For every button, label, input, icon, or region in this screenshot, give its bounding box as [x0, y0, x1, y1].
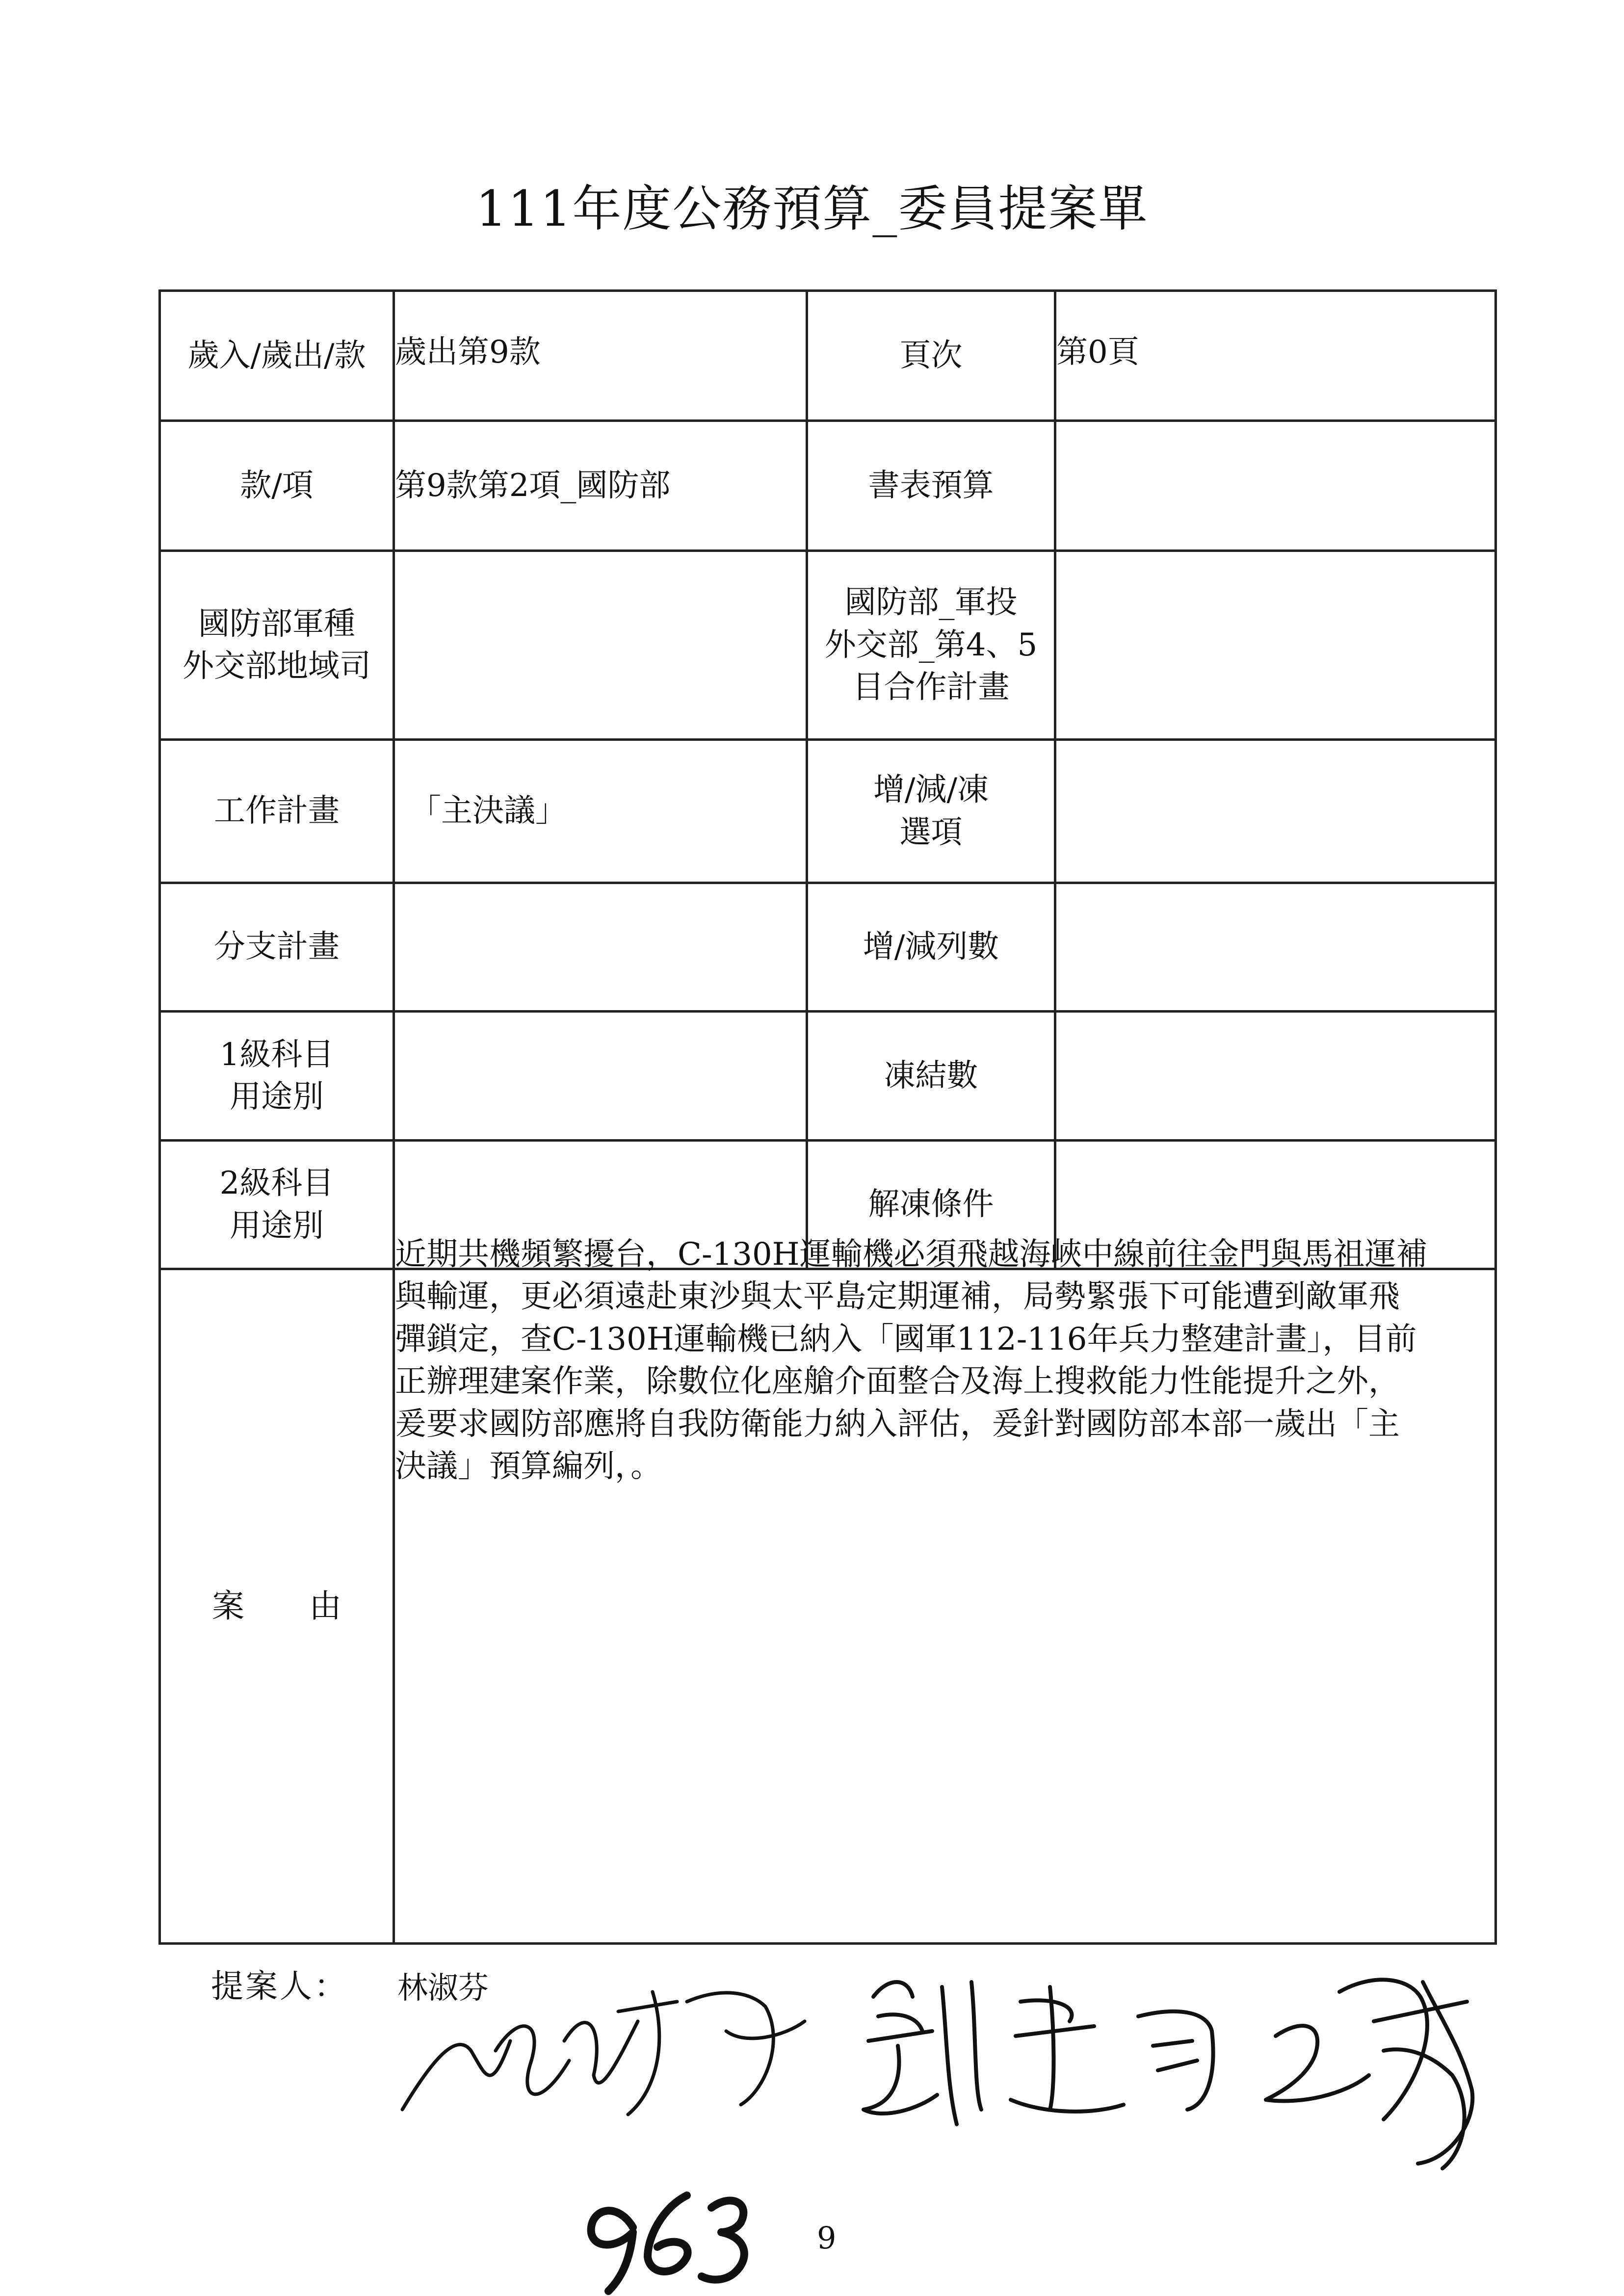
label-budget-type: 歲入/歲出/款 [160, 291, 394, 421]
label-level1-line2: 用途別 [230, 1079, 324, 1115]
form-row-level1 [160, 1012, 1496, 1141]
label-adjust-option-line1: 增/減/凍 [873, 772, 989, 809]
signature-2 [864, 1982, 1213, 2124]
document-title: 111年度公務預算_委員提案單 [475, 180, 1149, 237]
label-frozen-amount: 凍結數 [807, 1012, 1055, 1141]
reason-line-2: 與輸運，更必須遠赴東沙與太平島定期運補，局勢緊張下可能遭到敵軍飛 [395, 1278, 1400, 1315]
label-level1-line1: 1級科目 [219, 1036, 334, 1073]
value-page: 第0頁 [1055, 291, 1496, 421]
proposal-form-table [158, 289, 1497, 1945]
handwritten-number [591, 2195, 744, 2291]
label-program-line3: 目合作計畫 [852, 669, 1010, 706]
form-row-section [160, 421, 1496, 551]
label-work-plan: 工作計畫 [160, 740, 394, 883]
value-adjust-option [1055, 740, 1496, 883]
proposer-label: 提案人： [211, 1967, 348, 2005]
value-work-plan: 「主決議」 [394, 740, 807, 883]
form-row-agency [160, 551, 1496, 740]
value-branch-plan [394, 883, 807, 1012]
page-number: 9 [817, 2220, 837, 2256]
value-frozen-amount [1055, 1012, 1496, 1141]
reason-text [394, 1236, 1496, 1944]
label-reason: 案 由 [160, 1269, 394, 1944]
value-section: 第9款第2項_國防部 [394, 421, 807, 551]
form-row-budget-type [160, 291, 1496, 421]
label-adjust-amount: 增/減列數 [807, 883, 1055, 1012]
label-page: 頁次 [807, 291, 1055, 421]
reason-line-6: 決議」預算編列，。 [395, 1448, 662, 1485]
value-adjust-amount [1055, 883, 1496, 1012]
label-unfreeze-conditions: 解凍條件 [807, 1141, 1055, 1269]
label-program-line2: 外交部_第4、5 [824, 626, 1038, 663]
form-row-reason [160, 1269, 1496, 1944]
value-budget-type: 歲出第9款 [394, 291, 807, 421]
value-statement-budget [1055, 421, 1496, 551]
label-section: 款/項 [160, 421, 394, 551]
label-program [807, 551, 1055, 740]
reason-line-3: 彈鎖定，查C-130H運輸機已納入「國軍112-116年兵力整建計畫」，目前 [395, 1321, 1417, 1357]
label-adjust-option-line2: 選項 [899, 814, 963, 851]
value-agency [394, 551, 807, 740]
reason-paragraph [395, 1233, 1494, 1487]
label-agency [160, 551, 394, 740]
reason-line-5: 爰要求國防部應將自我防衛能力納入評估，爰針對國防部本部一歲出「主 [395, 1406, 1400, 1442]
form-row-work-plan [160, 740, 1496, 883]
reason-line-4: 正辦理建案作業，除數位化座艙介面整合及海上搜救能力性能提升之外， [395, 1363, 1400, 1400]
reason-line-1: 近期共機頻繁擾台，C-130H運輸機必須飛越海峽中線前往金門與馬祖運補 [395, 1236, 1428, 1273]
label-agency-line1: 國防部軍種 [198, 605, 355, 642]
value-program [1055, 551, 1496, 740]
proposer-name: 林淑芬 [397, 1970, 489, 2006]
value-level1-subject [394, 1012, 807, 1141]
label-branch-plan: 分支計畫 [160, 883, 394, 1012]
label-statement-budget: 書表預算 [807, 421, 1055, 551]
signature-1 [402, 1992, 805, 2114]
label-level2-subject [160, 1141, 394, 1269]
label-level2-line2: 用途別 [230, 1207, 324, 1244]
signature-3 [1266, 1980, 1472, 2168]
label-level2-line1: 2級科目 [219, 1165, 334, 1202]
label-program-line1: 國防部_軍投 [844, 584, 1018, 621]
form-row-branch-plan [160, 883, 1496, 1012]
label-adjust-option [807, 740, 1055, 883]
label-agency-line2: 外交部地域司 [183, 648, 371, 684]
label-level1-subject [160, 1012, 394, 1141]
